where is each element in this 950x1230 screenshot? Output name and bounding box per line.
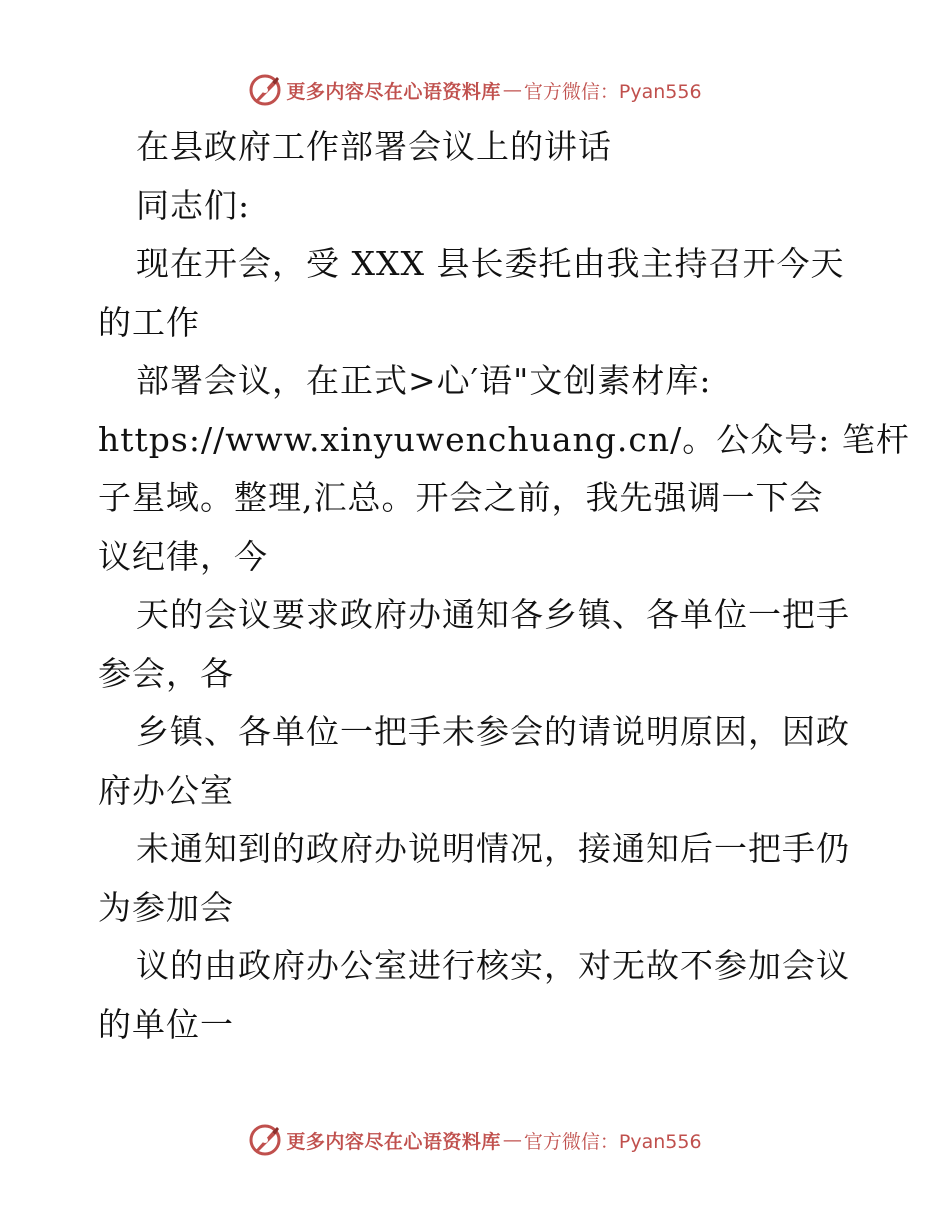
text-line: 议纪律，今 bbox=[98, 536, 268, 576]
quill-pen-logo-icon bbox=[248, 73, 282, 107]
header-banner bbox=[0, 70, 950, 110]
banner-dash: — bbox=[502, 79, 522, 101]
text-line: 天的会议要求政府办通知各乡镇、各单位一把手 bbox=[136, 595, 850, 634]
banner-wechat-text: 官方微信：Pyan556 bbox=[523, 1130, 702, 1153]
banner-wechat-text: 官方微信：Pyan556 bbox=[523, 80, 702, 103]
text-line: 议的由政府办公室进行核实，对无故不参加会议 bbox=[136, 946, 850, 985]
text-line: 现在开会，受 XXX 县长委托由我主持召开今天 bbox=[136, 244, 845, 283]
footer-banner bbox=[0, 1120, 950, 1160]
banner-main-text: 更多内容尽在心语资料库 bbox=[286, 80, 501, 103]
text-line: 的工作 bbox=[98, 302, 200, 342]
text-line: 未通知到的政府办说明情况，接通知后一把手仍 bbox=[136, 829, 850, 868]
text-line: 为参加会 bbox=[98, 887, 234, 927]
document-body bbox=[98, 118, 910, 1054]
document-title: 在县政府工作部署会议上的讲话 bbox=[136, 127, 612, 166]
banner-main-text: 更多内容尽在心语资料库 bbox=[286, 1130, 501, 1153]
text-line: 府办公室 bbox=[98, 770, 234, 810]
text-line: 子星域。整理,汇总。开会之前，我先强调一下会 bbox=[98, 478, 824, 517]
banner-dash: — bbox=[502, 1129, 522, 1151]
text-line: 的单位一 bbox=[98, 1004, 234, 1044]
text-line: 乡镇、各单位一把手未参会的请说明原因，因政 bbox=[136, 712, 850, 751]
quill-pen-logo-icon bbox=[248, 1123, 282, 1157]
text-line: https://www.xinyuwenchuang.cn/。公众号: 笔杆 bbox=[98, 419, 910, 459]
text-line: 参会，各 bbox=[98, 653, 234, 693]
salutation: 同志们: bbox=[136, 185, 251, 225]
text-line: 部署会议，在正式>心′语"文创素材库: bbox=[136, 361, 712, 400]
